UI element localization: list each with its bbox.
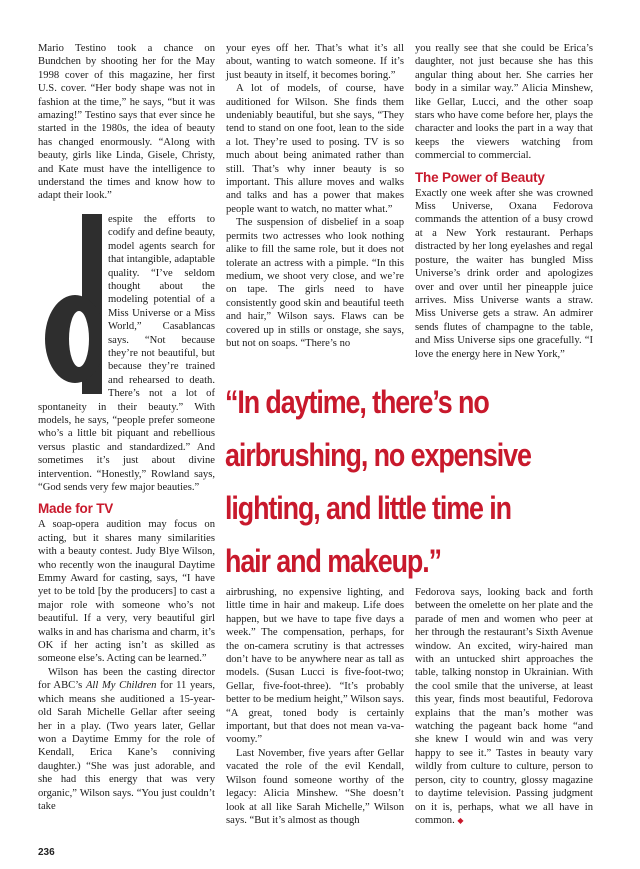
dropcap-letter bbox=[38, 214, 102, 394]
pull-quote-line: hair and makeup.” bbox=[225, 543, 441, 579]
dropcap-paragraph bbox=[38, 213, 215, 495]
paragraph: A soap-opera audition may focus on acting, but it shares many similarities with a beauty contest. Judy Blye Wilson, who recently won the inaugural Daytime Emmy Award for casting, says, “I have yet to be told [by the producers] to cast a major role with someone who’s not beautiful. If a very, very beautiful girl walks in and has charisma and charm, it’s OK if her acting isn’t as skilled as someone else’s. Acting can be learned.” bbox=[38, 519, 215, 665]
end-mark-icon: ◆ bbox=[457, 815, 464, 825]
text-run: for 11 years, which means she auditioned a 15-year-old Sarah Michelle Gellar after seeing her in a play. (Two years later, Gellar won a Daytime Emmy for the role of Kendall, Erica Kane’s conniving daughter.) “She was just adorable, and she had this energy that was very organic,” Wilson says. “You just couldn’t take bbox=[38, 680, 215, 812]
pull-quote-line: “In daytime, there’s no bbox=[225, 384, 489, 420]
section-heading: Made for TV bbox=[38, 501, 114, 517]
section-heading: The Power of Beauty bbox=[415, 169, 545, 185]
paragraph: espite the efforts to codify and define beauty, model agents search for that intangible, adaptable quality. “I’ve seldom thought about the modeling potential of a Miss Universe or a Miss World,” Casablancas says. “Not because they’re not beautiful, but because they’re trained and rehearsed to death. There’s not a lot of spontaneity in their beauty.” With models, he says, “people prefer someone who’s a little bit piquant and rebellious versus plastic and standardized.” And sometimes it’s just about divine intervention. “Honestly,” Rowland says, “God sends very few major beauties.” bbox=[38, 213, 215, 493]
paragraph bbox=[38, 666, 215, 813]
paragraph: airbrushing, no expensive lighting, and little time in hair and makeup. Life does happen, but we have to tape five days a week.” The compensation, perhaps, for the on-camera scrutiny is that actresses don’t have to be anywhere near as tall as models. (Susan Lucci is five-foot-two; Gellar, five-foot-three). “It’s probably better to be medium height,” Wilson says. “A great, toned body is certainly important, but that does not mean va-va-voomy.” bbox=[226, 587, 404, 746]
pull-quote-line: lighting, and little time in bbox=[225, 490, 512, 526]
show-title: All My Children bbox=[85, 680, 157, 692]
text-run: Fedorova says, looking back and forth between the omelette on her plate and the parade of men and women who peer at her through the restaurant’s Sixth Avenue window. An excited, wiry-haired man with an untucked shirt approaches the table, talking nonstop in Ukrainian. With the cool smile that the universe, at least this year, finds most beautiful, Fedorova explains that the man’s mother was watching the pageant back home “and she knew I would win and was very happy to see it.” Tastes in beauty vary wildly from culture to culture, person to person, city to country, glossy magazine to daytime television. Passing judgment on it is, perhaps, what we all have in common. bbox=[415, 587, 593, 826]
paragraph: your eyes off her. That’s what it’s all about, wanting to watch someone. If it’s just beauty in itself, it becomes boring.” bbox=[226, 43, 404, 81]
column-1 bbox=[38, 42, 215, 813]
paragraph: you really see that she could be Erica’s daughter, not just because she has this angular thing about her. She carries her body in a similar way.” Alicia Minshew, like Gellar, Lucci, and the other soap stars who have come before her, plays the character and looks the part in a way that keeps the viewers watching from commercial to commercial. bbox=[415, 43, 593, 162]
paragraph: Last November, five years after Gellar vacated the role of the evil Kendall, Wilson found someone worthy of the legacy: Alicia Minshew. “She doesn’t look at all like Sarah Michelle,” Wilson says. “But it’s almost as though bbox=[226, 747, 404, 826]
paragraph: Exactly one week after she was crowned Miss Universe, Oxana Fedorova commands the attention of a busy crowd at a New York restaurant. Perhaps distracted by her long eyelashes and regal posture, the waiter has bungled Miss Universe’s drink order and apologizes over and over until her pineapple juice arrives. Miss Universe wants a straw. Miss Universe gets a straw. An admirer sends flutes of champagne to the table, and Miss Universe sips one gracefully. “I love the energy here in New York,” bbox=[415, 187, 593, 360]
pull-quote bbox=[225, 376, 561, 588]
text-run: Wilson has been the casting director for ABC’s bbox=[38, 666, 215, 692]
pull-quote-line: airbrushing, no expensive bbox=[225, 437, 531, 473]
paragraph: The suspension of disbelief in a soap permits two actresses who look nothing alike to fill the same role, but it does not tolerate an actress with a pimple. “In this medium, we shoot very close, and we’re on tape. The girls need to have consistently good skin and beautiful teeth and hair,” Wilson says. Flaws can be covered up in stills or onstage, she says, but not on soaps. “There’s no bbox=[226, 217, 404, 349]
column-3-bottom bbox=[415, 586, 593, 827]
column-3-top bbox=[415, 42, 593, 361]
paragraph: Mario Testino took a chance on Bundchen by shooting her for the May 1998 cover of this magazine, her first U.S. cover. “Her body shape was not in fashion at the time,” he says, “but it was amazing!” Testino says that ever since he started in the 1980s, the idea of beauty has changed enormously. “Along with beauty, girls like Linda, Gisele, Christy, and Kate must have the intelligence to understand the times and know how to adapt their look.” bbox=[38, 43, 215, 202]
column-2-bottom bbox=[226, 586, 404, 827]
paragraph: A lot of models, of course, have auditioned for Wilson. She finds them undeniably beautiful, but she says, “They tend to stand on one foot, lean to the side a lot. They’re used to posing. TV is so much about being animated rather than still. That’s why inner beauty is so important. This allure moves and walks and talks and has a power that makes people want to watch, no matter what.” bbox=[226, 83, 404, 215]
column-2-top bbox=[226, 42, 404, 350]
page-number: 236 bbox=[38, 847, 55, 858]
paragraph bbox=[415, 586, 593, 827]
